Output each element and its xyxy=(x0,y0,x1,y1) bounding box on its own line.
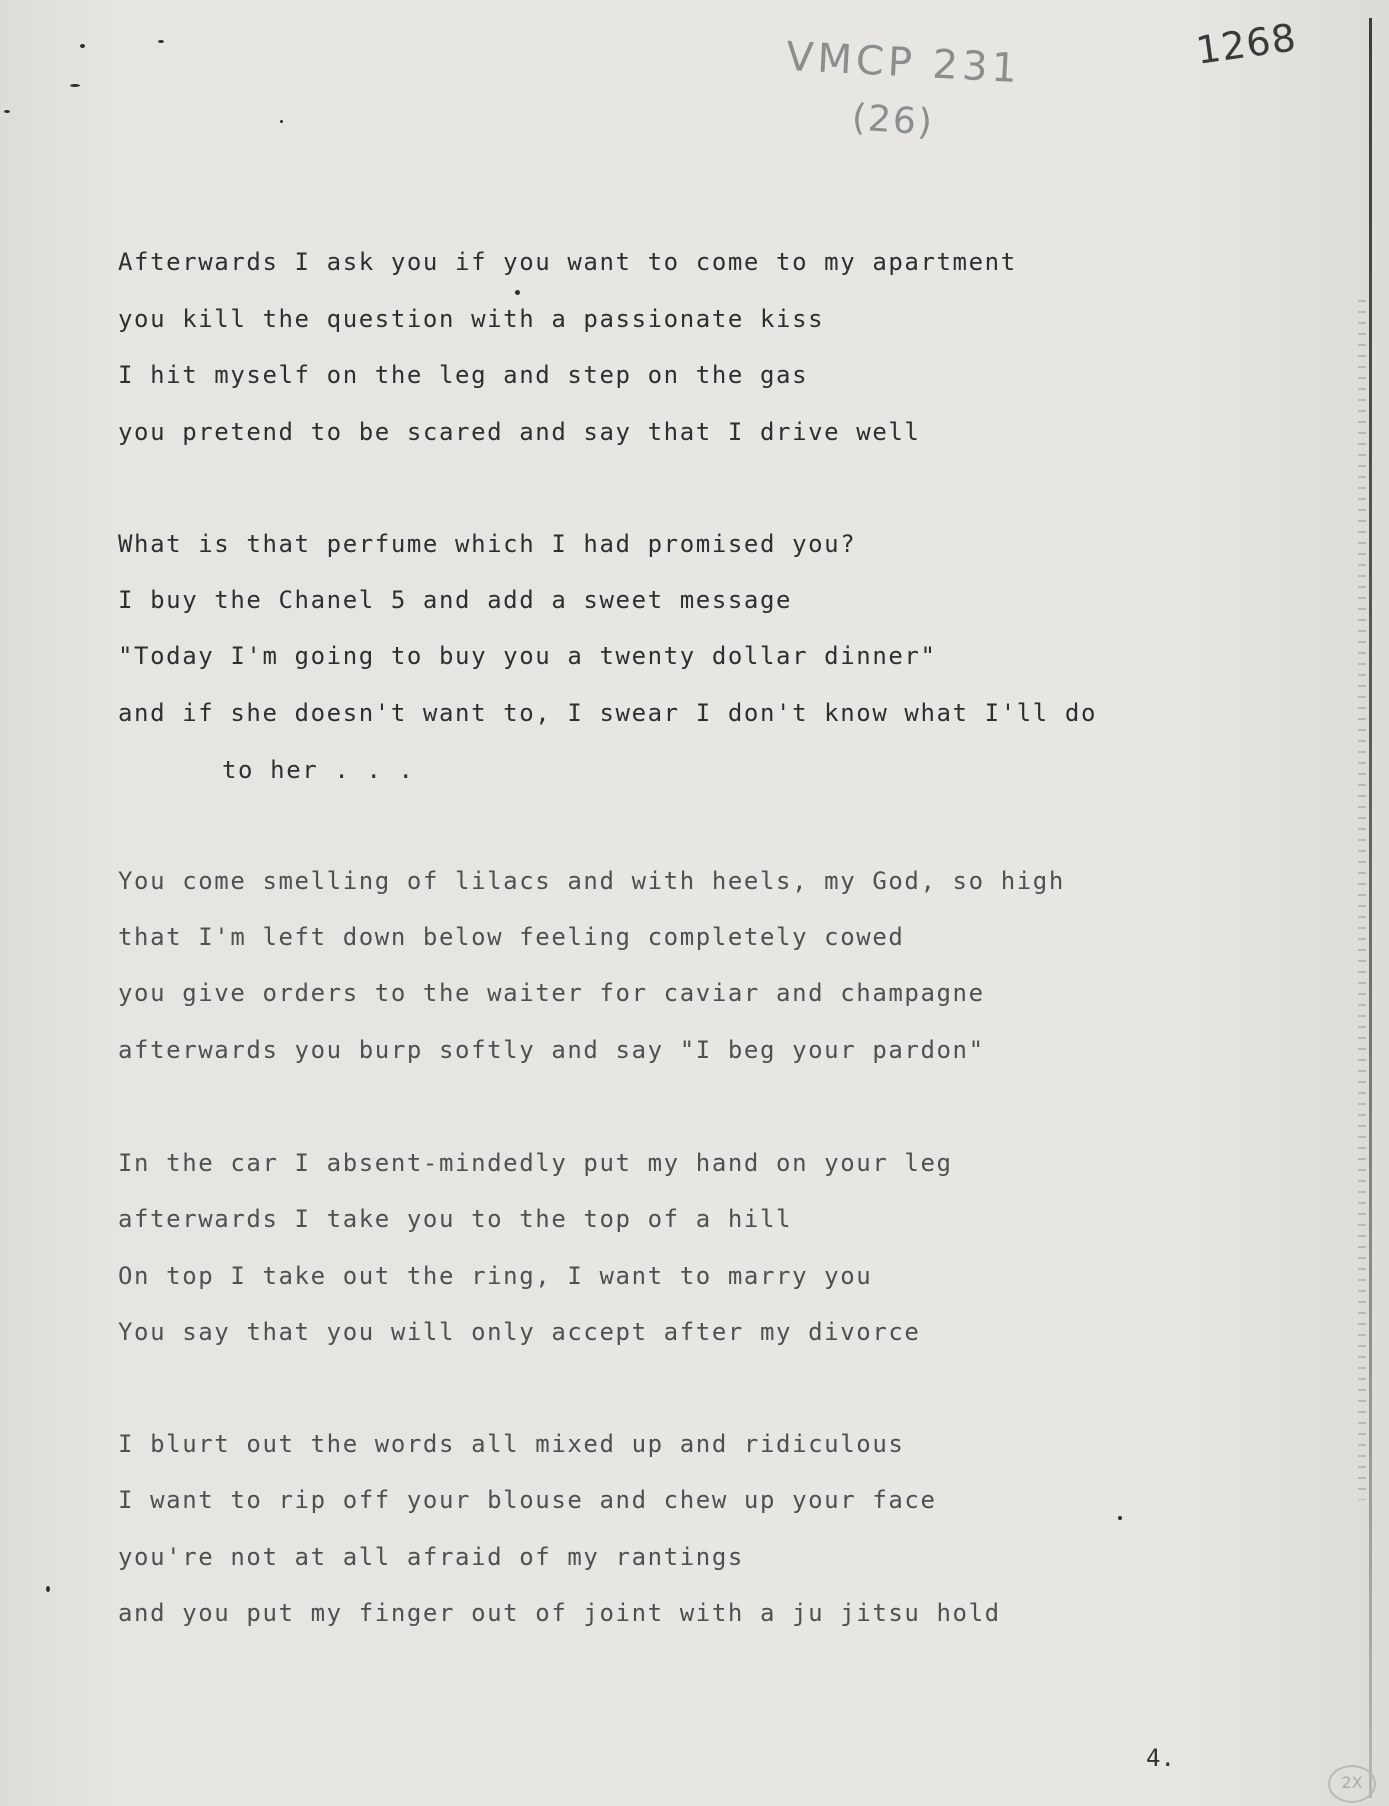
poem-line: you're not at all afraid of my rantings xyxy=(118,1543,744,1571)
ink-speck xyxy=(4,110,10,113)
poem-line: I buy the Chanel 5 and add a sweet message xyxy=(118,586,793,614)
poem-line: afterwards you burp softly and say "I beg your pardon" xyxy=(118,1036,985,1064)
page-number: 4. xyxy=(1146,1744,1175,1772)
ink-speck xyxy=(280,120,283,123)
poem-line: you kill the question with a passionate kiss xyxy=(118,305,825,333)
ink-speck xyxy=(80,44,85,48)
poem-line: that I'm left down below feeling completely cowed xyxy=(118,923,905,951)
poem-line: You say that you will only accept after my divorce xyxy=(118,1318,921,1346)
poem-line: to her . . . xyxy=(222,756,415,784)
poem-line: On top I take out the ring, I want to marry you xyxy=(118,1262,873,1290)
poem-line: and you put my finger out of joint with a ju jitsu hold xyxy=(118,1599,1001,1627)
ink-speck xyxy=(158,40,164,43)
poem-line: and if she doesn't want to, I swear I don't know what I'll do xyxy=(118,699,1098,727)
poem-line: I hit myself on the leg and step on the gas xyxy=(118,361,809,389)
handwritten-archive-number: 1268 xyxy=(1193,15,1300,73)
poem-line: I blurt out the words all mixed up and ridiculous xyxy=(118,1430,905,1458)
poem-line: you give orders to the waiter for caviar and champagne xyxy=(118,979,985,1007)
page-edge-wear xyxy=(1358,300,1366,1500)
poem-line: "Today I'm going to buy you a twenty dollar dinner" xyxy=(118,642,937,670)
handwritten-ref-number: (26) xyxy=(850,97,936,144)
poem-line: Afterwards I ask you if you want to come to my apartment xyxy=(118,248,1017,276)
poem-line: you pretend to be scared and say that I drive well xyxy=(118,418,921,446)
ink-speck xyxy=(70,84,80,87)
handwritten-ref-code: VMCP 231 xyxy=(784,33,1023,93)
corner-stamp-mark: 2X xyxy=(1328,1765,1376,1803)
poem-line: I want to rip off your blouse and chew up your face xyxy=(118,1486,937,1514)
poem-line: You come smelling of lilacs and with heels, my God, so high xyxy=(118,867,1065,895)
ink-speck xyxy=(46,1586,50,1592)
page-edge-shadow xyxy=(1369,18,1372,1798)
poem-line: In the car I absent-mindedly put my hand on your leg xyxy=(118,1149,953,1177)
poem-line: afterwards I take you to the top of a hill xyxy=(118,1205,793,1233)
poem-line: What is that perfume which I had promised you? xyxy=(118,530,857,558)
ink-speck xyxy=(1118,1516,1122,1520)
ink-speck xyxy=(515,290,520,295)
